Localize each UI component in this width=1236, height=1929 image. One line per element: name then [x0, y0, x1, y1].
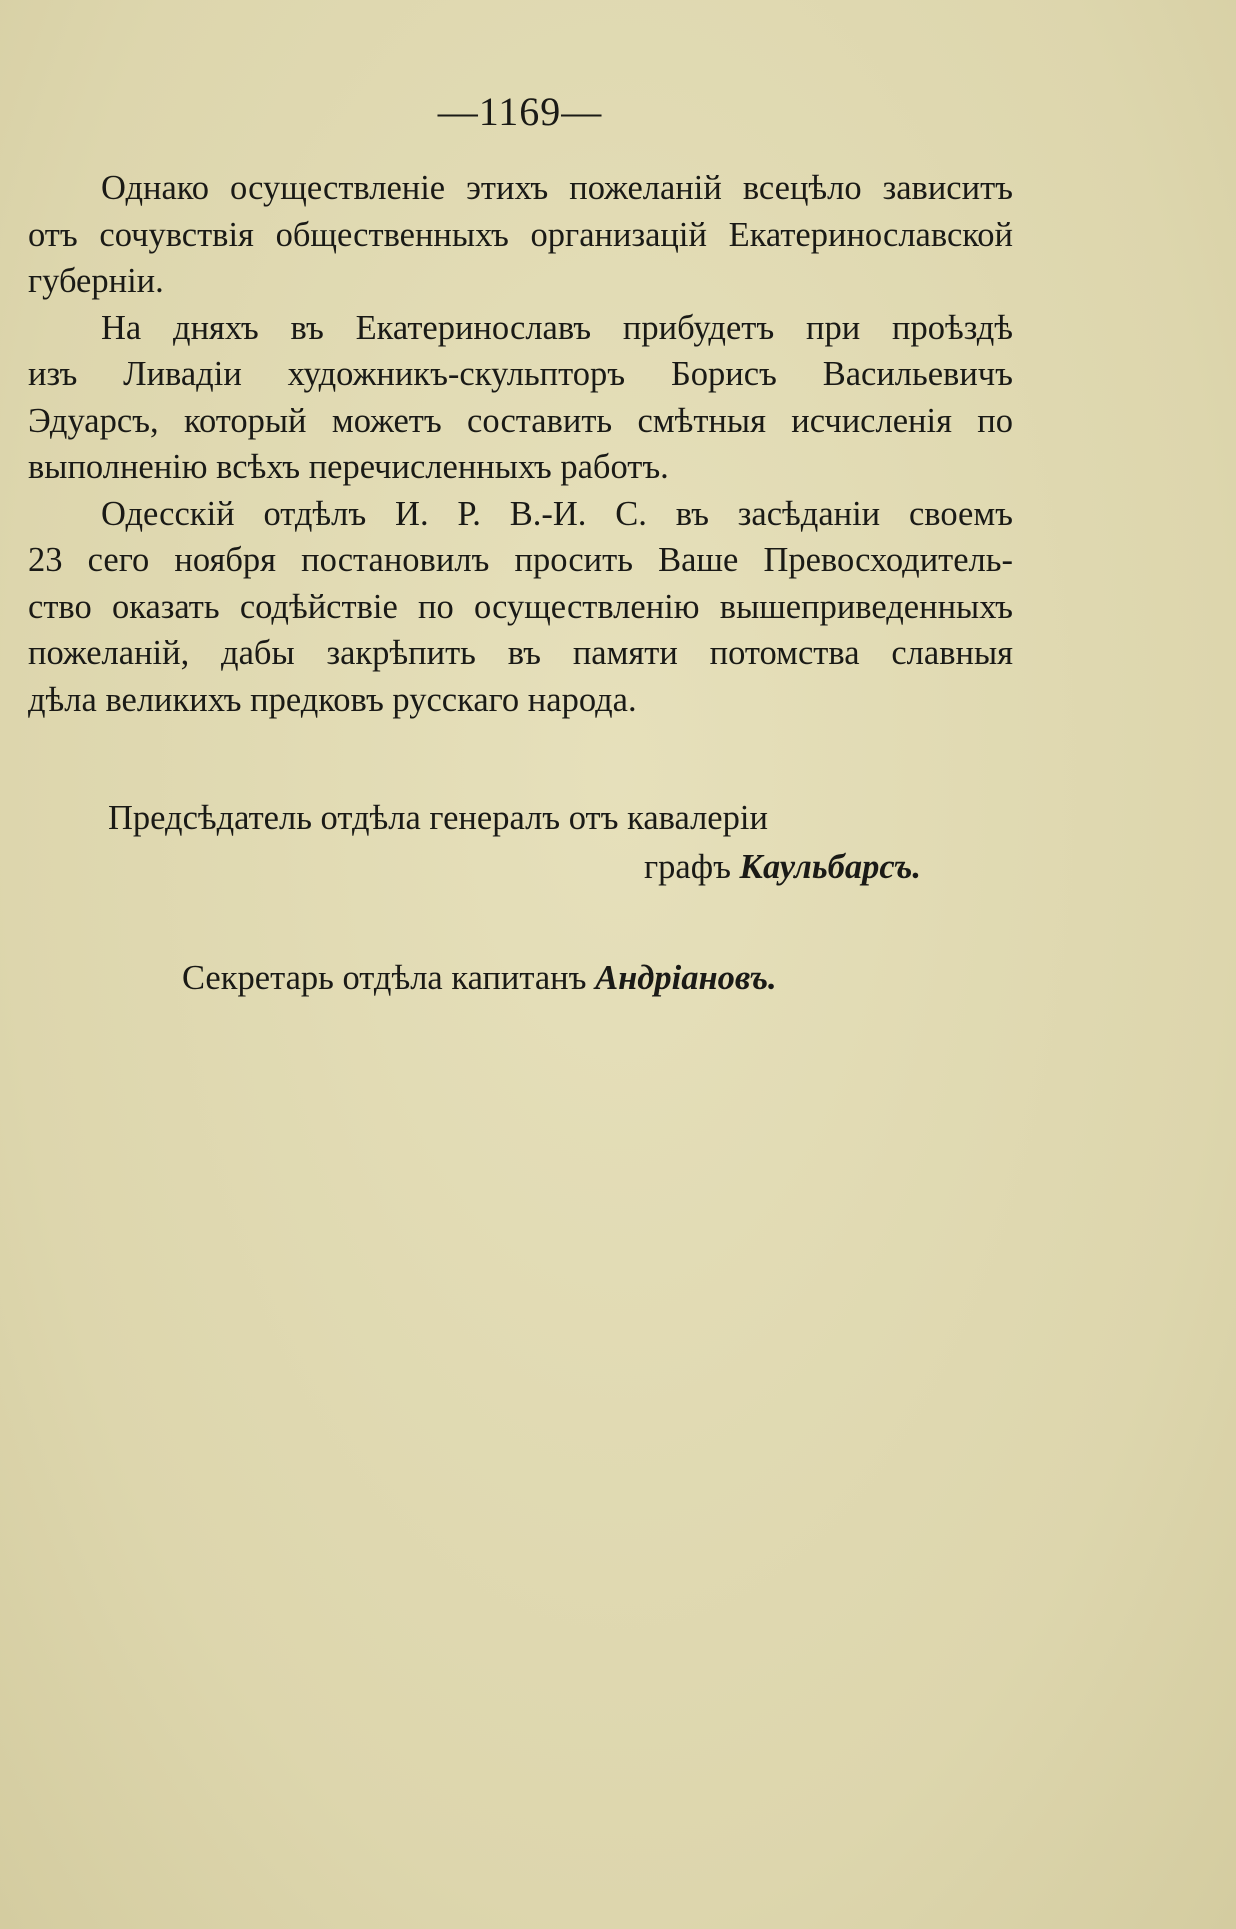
chairman-rank: графъ	[644, 848, 731, 886]
paragraph-line: Эдуарсъ, который можетъ составить смѣтныя исчисленія по	[28, 401, 1013, 440]
paragraph-2	[28, 305, 1013, 491]
paragraph-line: дѣла великихъ предковъ русскаго народа.	[28, 680, 637, 719]
paragraph-line: губерніи.	[28, 262, 164, 300]
chairman-name: Каульбарсъ.	[739, 848, 921, 886]
chairman-signature	[644, 844, 921, 890]
secretary-title: Секретарь отдѣла капитанъ	[182, 959, 587, 997]
body-text	[28, 165, 1013, 723]
paragraph-line: ство оказать содѣйствіе по осуществленію вышеприведенныхъ	[28, 587, 1013, 626]
paragraph-line: выполненію всѣхъ перечисленныхъ работъ.	[28, 448, 669, 486]
secretary-signature	[182, 955, 777, 1001]
paragraph-3	[28, 491, 1013, 724]
paragraph-line: Однако осуществленіе этихъ пожеланій всецѣло зависитъ	[101, 169, 1013, 207]
paragraph-line: отъ сочувствія общественныхъ организацій Екатеринославской	[28, 215, 1013, 254]
chairman-title: Предсѣдатель отдѣла генералъ отъ кавалеріи	[108, 799, 768, 837]
paragraph-line: На дняхъ въ Екатеринославъ прибудетъ при проѣздѣ	[101, 308, 1013, 347]
page-number: —1169—	[437, 89, 603, 134]
paragraph-line: Одесскій отдѣлъ И. Р. В.-И. С. въ засѣданіи своемъ	[101, 494, 1013, 533]
paragraph-line: 23 сего ноября постановилъ просить Ваше Превосходитель-	[28, 541, 1013, 579]
secretary-name: Андріановъ.	[595, 959, 777, 997]
paragraph-1	[28, 165, 1013, 305]
paragraph-line: изъ Ливадіи художникъ-скульпторъ Борисъ Васильевичъ	[28, 355, 1013, 393]
paragraph-line: пожеланій, дабы закрѣпить въ памяти потомства славныя	[28, 634, 1013, 672]
